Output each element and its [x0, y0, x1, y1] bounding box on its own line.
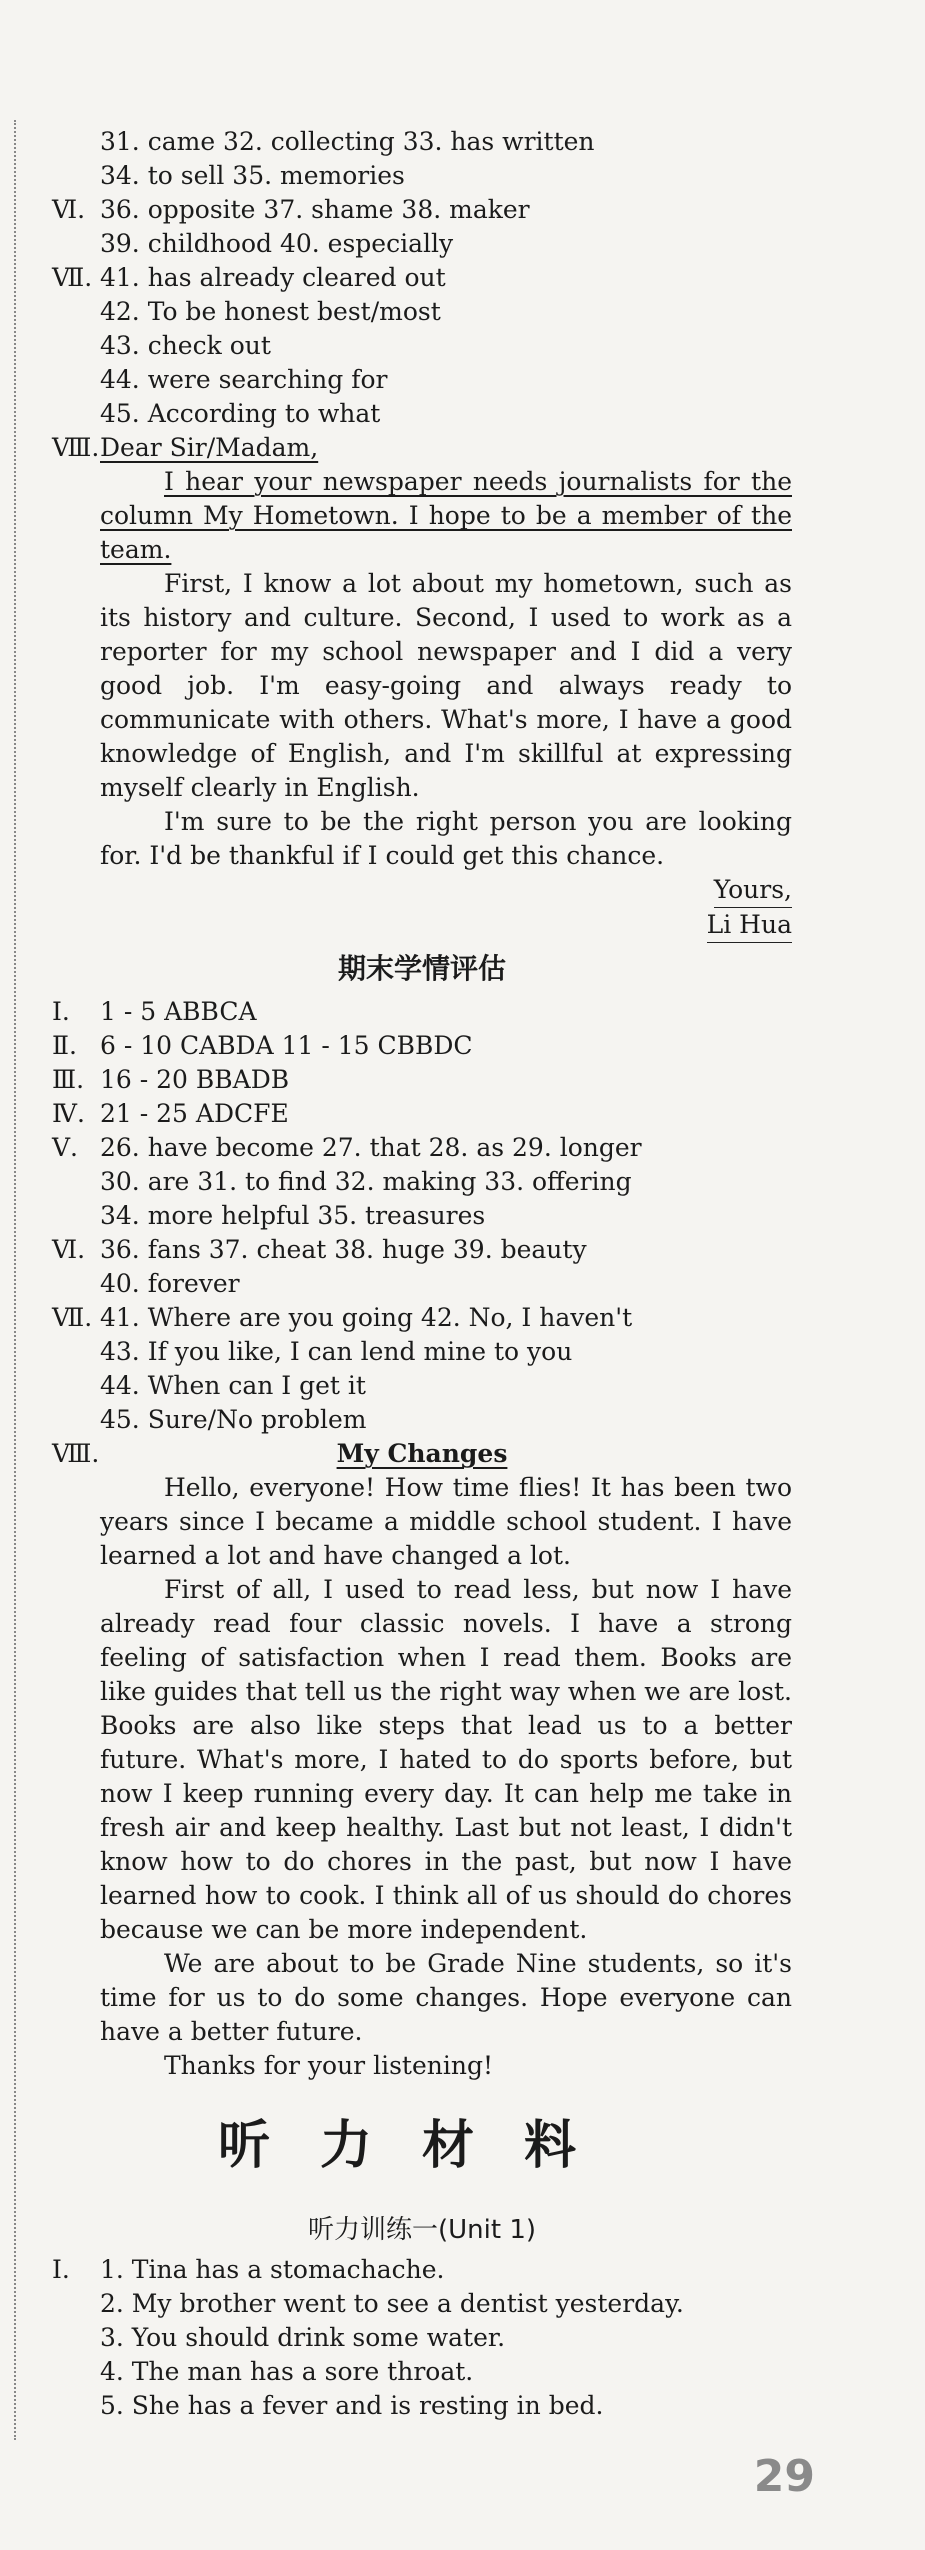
essay-title: My Changes — [336, 1439, 508, 1468]
section-mark: Ⅴ. — [52, 1133, 79, 1162]
section-mark: Ⅵ. — [52, 195, 86, 224]
answer-line: 39. childhood 40. especially — [100, 229, 454, 258]
answer-line: 36. opposite 37. shame 38. maker — [100, 195, 530, 224]
section-mark: Ⅰ. — [52, 997, 70, 1026]
answer-line: 43. If you like, I can lend mine to you — [100, 1337, 573, 1366]
answer-line: 44. were searching for — [100, 365, 388, 394]
letter-signature: Li Hua — [707, 908, 792, 943]
letter-salutation: Dear Sir/Madam, — [100, 433, 319, 462]
answer-line: 34. more helpful 35. treasures — [100, 1201, 486, 1230]
answer-line: 41. has already cleared out — [100, 263, 446, 292]
answer-line: 41. Where are you going 42. No, I haven't — [100, 1303, 633, 1332]
section-mark: Ⅷ. — [52, 433, 100, 462]
section-title-listening: 听力材料 — [217, 2116, 626, 2176]
answer-line: 40. forever — [100, 1269, 240, 1298]
letter-paragraph-3: I'm sure to be the right person you are looking for. I'd be thankful if I could get this chance. — [100, 807, 792, 870]
section-mark: Ⅲ. — [52, 1065, 85, 1094]
essay-body — [52, 1471, 792, 2083]
answer-line: 44. When can I get it — [100, 1371, 366, 1400]
section-mark: Ⅶ. — [52, 1303, 93, 1332]
section-mark: Ⅰ. — [52, 2255, 70, 2284]
page-number: 29 — [753, 2451, 815, 2502]
essay-paragraph-1: Hello, everyone! How time flies! It has been two years since I became a middle school student. I have learned a lot and have changed a lot. — [100, 1473, 792, 1570]
binding-dotted-line — [14, 120, 16, 2440]
answer-line: 26. have become 27. that 28. as 29. longer — [100, 1133, 642, 1162]
answer-line: 36. fans 37. cheat 38. huge 39. beauty — [100, 1235, 587, 1264]
section-mark: Ⅳ. — [52, 1099, 85, 1128]
listening-subtitle: 听力训练一(Unit 1) — [307, 2215, 537, 2245]
answer-line: 16 - 20 BBADB — [100, 1065, 290, 1094]
answer-line: 34. to sell 35. memories — [100, 161, 405, 190]
essay-paragraph-2: First of all, I used to read less, but now I have already read four classic novels. I have a strong feeling of satisfaction when I read them. Books are like guides that tell us the right way when we are lost. Books are also like steps that lead us to a better future. What's more, I hated to do sports before, but now I keep running every day. It can help me take in fresh air and keep healthy. Last but not least, I didn't know how to do chores in the past, but now I have learned how to cook. I think all of us should do chores because we can be more independent. — [100, 1575, 792, 1944]
answer-line: 45. Sure/No problem — [100, 1405, 367, 1434]
section-mark: Ⅱ. — [52, 1031, 77, 1060]
answer-line: 42. To be honest best/most — [100, 297, 441, 326]
section-mark: Ⅷ. — [52, 1439, 100, 1468]
listening-line: 2. My brother went to see a dentist yesterday. — [100, 2289, 684, 2318]
section-mark: Ⅵ. — [52, 1235, 86, 1264]
answer-line: 31. came 32. collecting 33. has written — [100, 127, 595, 156]
answer-line: 21 - 25 ADCFE — [100, 1099, 289, 1128]
section-mark: Ⅶ. — [52, 263, 93, 292]
content-column — [52, 125, 792, 2423]
letter-paragraph-1: I hear your newspaper needs journalists for the column My Hometown. I hope to be a member of the team. — [100, 467, 792, 564]
answer-line: 30. are 31. to find 32. making 33. offering — [100, 1167, 632, 1196]
letter-body — [52, 465, 792, 873]
essay-paragraph-4: Thanks for your listening! — [164, 2051, 493, 2080]
listening-line: 5. She has a fever and is resting in bed. — [100, 2391, 604, 2420]
letter-closing: Yours, — [714, 873, 792, 908]
essay-paragraph-3: We are about to be Grade Nine students, so it's time for us to do some changes. Hope everyone can have a better future. — [100, 1949, 792, 2046]
answer-line: 45. According to what — [100, 399, 381, 428]
answer-line: 1 - 5 ABBCA — [100, 997, 257, 1026]
section-title-final-exam: 期末学情评估 — [337, 952, 506, 985]
listening-line: 3. You should drink some water. — [100, 2323, 506, 2352]
answer-line: 6 - 10 CABDA 11 - 15 CBBDC — [100, 1031, 473, 1060]
letter-paragraph-2: First, I know a lot about my hometown, such as its history and culture. Second, I used to work as a reporter for my school newspaper and I did a very good job. I'm easy-going and always ready to communicate with others. What's more, I have a good knowledge of English, and I'm skillful at expressing myself clearly in English. — [100, 569, 792, 802]
listening-line: 1. Tina has a stomachache. — [100, 2255, 445, 2284]
answer-line: 43. check out — [100, 331, 271, 360]
listening-line: 4. The man has a sore throat. — [100, 2357, 474, 2386]
